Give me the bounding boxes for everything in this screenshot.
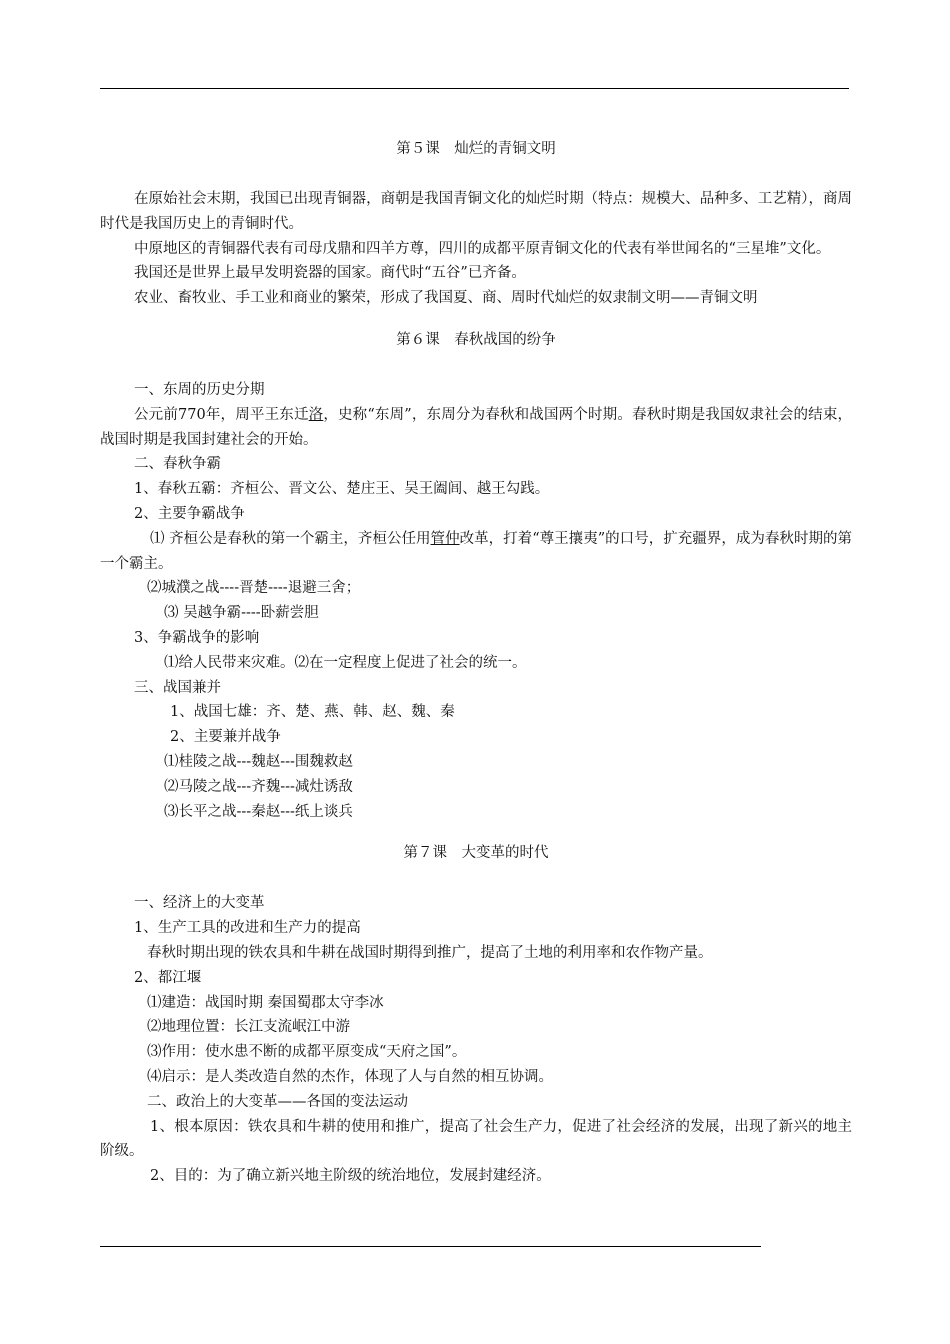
lesson6-battle-3: ⑶长平之战---秦赵---纸上谈兵	[164, 803, 353, 820]
lesson6-warring-2: 2、主要兼并战争	[170, 729, 281, 746]
lesson7-dujiangyan-3: ⑶作用：使水患不断的成都平原变成“天府之国”。	[147, 1044, 467, 1061]
lesson5-paragraph-2: 中原地区的青铜器代表有司母戊鼎和四羊方尊，四川的成都平原青铜文化的代表有举世闻名的“三星堆”文化。	[134, 240, 831, 257]
underlined-term: 管仲	[430, 530, 460, 547]
lesson6-battle-1: ⑴桂陵之战---魏赵---围魏救赵	[164, 753, 353, 770]
lesson7-heading-1: 一、经济上的大变革	[134, 895, 265, 912]
lesson6-effects: ⑴给人民带来灾难。⑵在一定程度上促进了社会的统一。	[164, 654, 527, 671]
underlined-term: 洛	[308, 406, 324, 423]
lesson6-war-3: ⑶ 吴越争霸----卧薪尝胆	[164, 605, 319, 622]
lesson6-warring-1: 1、战国七雄：齐、楚、燕、韩、赵、魏、秦	[170, 704, 455, 721]
lesson6-heading-3: 三、战国兼并	[134, 679, 221, 696]
lesson7-title: 第７课 大变革的时代	[403, 845, 549, 862]
lesson6-item-1: 1、春秋五霸：齐桓公、晋文公、楚庄王、吴王阖闾、越王勾践。	[134, 481, 550, 498]
lesson7-heading-2: 二、政治上的大变革——各国的变法运动	[147, 1093, 408, 1110]
lesson5-paragraph-1: 在原始社会末期，我国已出现青铜器，商朝是我国青铜文化的灿烂时期（特点：规模大、品种多、工艺精），商周时代是我国历史上的青铜时代。	[100, 191, 852, 232]
lesson7-reform-1: 1、根本原因：铁农具和牛耕的使用和推广，提高了社会生产力，促进了社会经济的发展，出现了新兴的地主阶级。	[100, 1118, 852, 1160]
lesson5-title: 第５课 灿烂的青铜文明	[396, 141, 556, 157]
lesson6-item-3: 3、争霸战争的影响	[134, 629, 260, 646]
lesson6-heading-2: 二、春秋争霸	[134, 456, 221, 473]
lesson7-item-1: 1、生产工具的改进和生产力的提高	[134, 920, 361, 937]
lesson6-item-2: 2、主要争霸战争	[134, 505, 245, 522]
lesson5-paragraph-4: 农业、畜牧业、手工业和商业的繁荣，形成了我国夏、商、周时代灿烂的奴隶制文明——青铜文明	[134, 290, 758, 307]
lesson5-paragraph-3: 我国还是世界上最早发明瓷器的国家。商代时“五谷”已齐备。	[134, 265, 526, 282]
footer-rule	[100, 1246, 761, 1247]
lesson7-paragraph-1: 春秋时期出现的铁农具和牛耕在战国时期得到推广，提高了土地的利用率和农作物产量。	[147, 944, 713, 961]
lesson6-paragraph-1: 公元前770年，周平王东迁洛，史称“东周”，东周分为春秋和战国两个时期。春秋时期是我国奴隶社会的结束，战国时期是我国封建社会的开始。	[100, 406, 852, 448]
lesson7-dujiangyan-1: ⑴建造：战国时期 秦国蜀郡太守李冰	[147, 994, 384, 1011]
lesson6-heading-1: 一、东周的历史分期	[134, 381, 265, 398]
lesson7-dujiangyan-2: ⑵地理位置：长江支流岷江中游	[147, 1019, 350, 1036]
lesson6-war-2: ⑵城濮之战----晋楚----退避三舍；	[147, 580, 361, 597]
lesson7-dujiangyan-4: ⑷启示：是人类改造自然的杰作，体现了人与自然的相互协调。	[147, 1068, 553, 1085]
lesson7-reform-2: 2、目的：为了确立新兴地主阶级的统治地位，发展封建经济。	[150, 1168, 551, 1185]
document-body	[100, 136, 852, 1189]
lesson6-war-1: ⑴ 齐桓公是春秋的第一个霸主，齐桓公任用管仲改革，打着“尊王攘夷”的口号，扩充疆界，成为春秋时期的第一个霸主。	[100, 530, 853, 572]
lesson6-battle-2: ⑵马陵之战---齐魏---减灶诱敌	[164, 778, 353, 795]
lesson7-item-2: 2、都江堰	[134, 969, 202, 986]
lesson6-title: 第６课 春秋战国的纷争	[396, 331, 556, 348]
header-rule	[100, 88, 849, 89]
